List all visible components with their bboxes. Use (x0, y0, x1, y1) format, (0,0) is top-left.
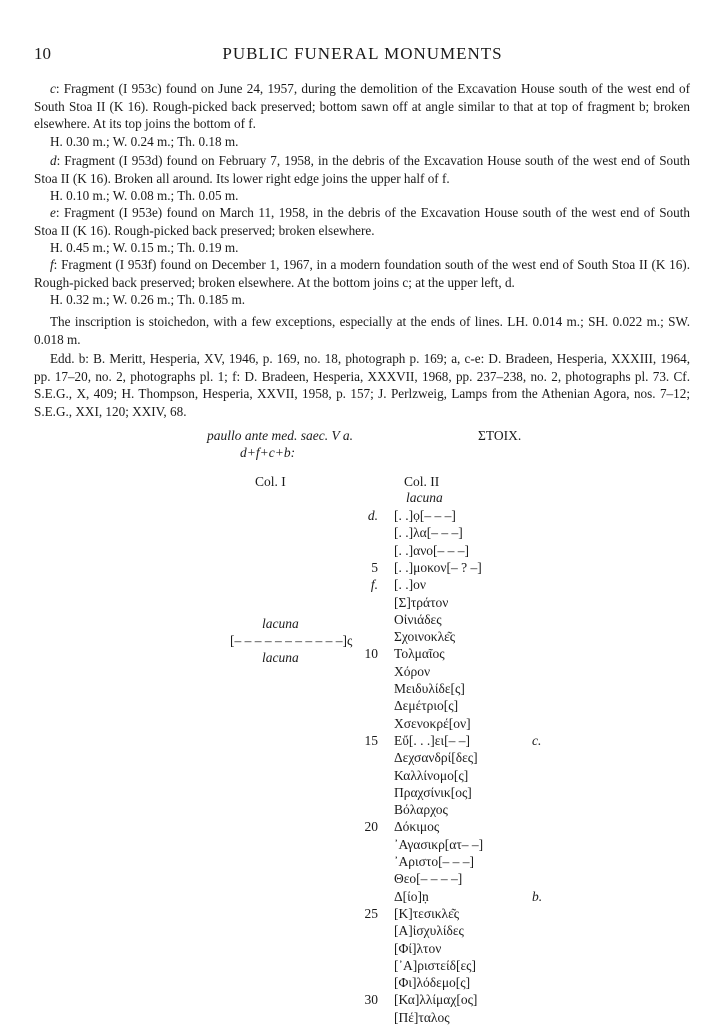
inscription-line: [Σ]τράτον (394, 594, 449, 610)
fragment-measurements: H. 0.45 m.; W. 0.15 m.; Th. 0.19 m. (50, 240, 239, 255)
inscription-line: Δ[ίο]ṇ (394, 888, 429, 904)
inscription-line: [Κα]λλίμαχ[ος] (394, 992, 478, 1008)
inscription-line: [Α]ἰσχυλίδες (394, 923, 464, 939)
inscription-line: [. .]λα[– – –] (394, 525, 463, 541)
fragment-c-description (34, 80, 690, 150)
fragment-marker: f. (370, 577, 378, 593)
inscription-line: [. .]ọ[– – –] (394, 508, 456, 523)
inscription-line: [Πέ]ταλος (394, 1009, 450, 1025)
inscription-line: [. .]ανο[– – –] (394, 542, 470, 558)
date-line: paullo ante med. saec. V a. (207, 428, 353, 443)
fragment-d-description (34, 152, 690, 205)
col2-lacuna: lacuna (406, 490, 443, 505)
inscription-line: Δόκιμος (394, 819, 440, 835)
fragment-text: : Fragment (I 953e) found on March 11, 1958, in the debris of the Excavation House south of the west end of South Stoa II (K 16). Rough-picked back preserved; broken elsewhere. (34, 205, 690, 238)
inscription-line: Μειδυλίδε[ς] (394, 681, 465, 696)
fragment-measurements: H. 0.10 m.; W. 0.08 m.; Th. 0.05 m. (50, 188, 239, 203)
inscription-line: [. .]ον (394, 577, 426, 593)
inscription-note: The inscription is stoichedon, with a few exceptions, especially at the ends of lines. LH. 0.014 m.; SH. 0.022 m.; SW. 0.018 m. (34, 314, 690, 347)
col1-label: Col. I (255, 474, 286, 489)
fragment-letter: d (50, 153, 57, 168)
fragment-side-marker: b. (532, 888, 543, 904)
inscription-line: ᾿Αριστο[– – –] (394, 854, 475, 869)
inscription-line: Βόλαρχος (394, 802, 448, 818)
inscription-line: Χσενοκρέ[ον] (394, 715, 471, 731)
inscription-line: Τολμαῖος (394, 646, 445, 662)
line-number: 10 (364, 646, 378, 662)
fragment-letter: c (50, 81, 56, 96)
line-number: 25 (364, 905, 378, 921)
inscription-line: [Φί]λτον (394, 940, 442, 956)
inscription-line: Σχοινοκλε͂ς (394, 629, 456, 645)
editions-paragraph: Edd. b: B. Meritt, Hesperia, XV, 1946, p. 169, no. 18, photograph p. 169; a, c-e: D. Bradeen, Hesperia, XXXIII, 1964, pp. 17–20, no. 2, photographs pl. 1; f: D. Bradeen, Hesperia, XXXVII, 1968, pp. 237–238, no. 2, photographs pl. 73. Cf. S.E.G., X, 409; H. Thompson, Hesperia, XXVII, 1958, p. 157; J. Perlzweig, Lamps from the Athenian Agora, nos. 7–12; S.E.G., XXI, 120; XXIV, 68. (34, 351, 690, 419)
inscription-line: Εὔ[. . .]ει[– –] (394, 732, 470, 748)
line-number: 15 (364, 732, 378, 748)
fragment-text: : Fragment (I 953d) found on February 7, 1958, in the debris of the Excavation House south of the west end of South Stoa II (K 16). Broken all around. Its lower right edge joins the upper half of f. (34, 153, 690, 186)
inscription-line: Καλλίνομο[ς] (394, 767, 469, 783)
page-number: 10 (34, 44, 51, 63)
running-title: PUBLIC FUNERAL MONUMENTS (222, 44, 503, 63)
line-number: 5 (371, 559, 378, 575)
fragment-e-description (34, 204, 690, 257)
inscription-line: Θεο[– – – –] (394, 871, 463, 887)
inscription-line: Πραχσίνικ[ος] (394, 784, 472, 800)
line-number: 30 (364, 992, 378, 1008)
fragment-measurements: H. 0.30 m.; W. 0.24 m.; Th. 0.18 m. (50, 133, 239, 149)
fragment-letter: f (50, 257, 54, 272)
inscription-line: [. .]μοκον[– ? –] (394, 559, 482, 575)
col2-label: Col. II (404, 474, 440, 489)
inscription-line: Οἰνιάδες (394, 611, 442, 627)
stoichedon-label: ΣΤΟΙΧ. (478, 428, 522, 443)
fragment-letter: e (50, 205, 56, 220)
fragment-marker: d. (367, 508, 378, 523)
fragment-text: : Fragment (I 953f) found on December 1, 1967, in a modern foundation south of the west end of South Stoa II (K 16). Rough-picked back preserved; broken elsewhere. At the bottom joins c; at the upper left, d. (34, 257, 690, 290)
fragment-f-description (34, 256, 690, 309)
inscription-line: Δεχσανδρί[δες] (394, 750, 478, 766)
fragment-text: : Fragment (I 953c) found on June 24, 1957, during the demolition of the Excavation House south of the west end of South Stoa II (K 16). Rough-picked back preserved; bottom sawn off at angle similar to that at top of fragment b; broken elsewhere. At its top joins the bottom of f. (34, 81, 690, 131)
col1-lacuna-bottom: lacuna (262, 650, 299, 665)
fragment-side-marker: c. (532, 732, 542, 748)
inscription-line: [Κ]τεσικλε͂ς (394, 905, 460, 921)
inscription-line: Χόρον (394, 663, 431, 679)
inscription-line: [᾿Α]ριστείδ[ες] (394, 957, 476, 973)
inscription-line: [Φι]λόδεμο[ς] (394, 975, 471, 991)
col1-line: [– – – – – – – – – – –]ς (230, 633, 353, 648)
inscription-line: ᾿Αγασικρ[ατ– –] (394, 836, 484, 852)
fragment-measurements: H. 0.32 m.; W. 0.26 m.; Th. 0.185 m. (50, 292, 246, 307)
inscription-line: Δεμέτριο[ς] (394, 698, 459, 714)
fragments-order: d+f+c+b: (240, 445, 296, 460)
line-number: 20 (364, 819, 378, 835)
col1-lacuna-top: lacuna (262, 616, 299, 631)
